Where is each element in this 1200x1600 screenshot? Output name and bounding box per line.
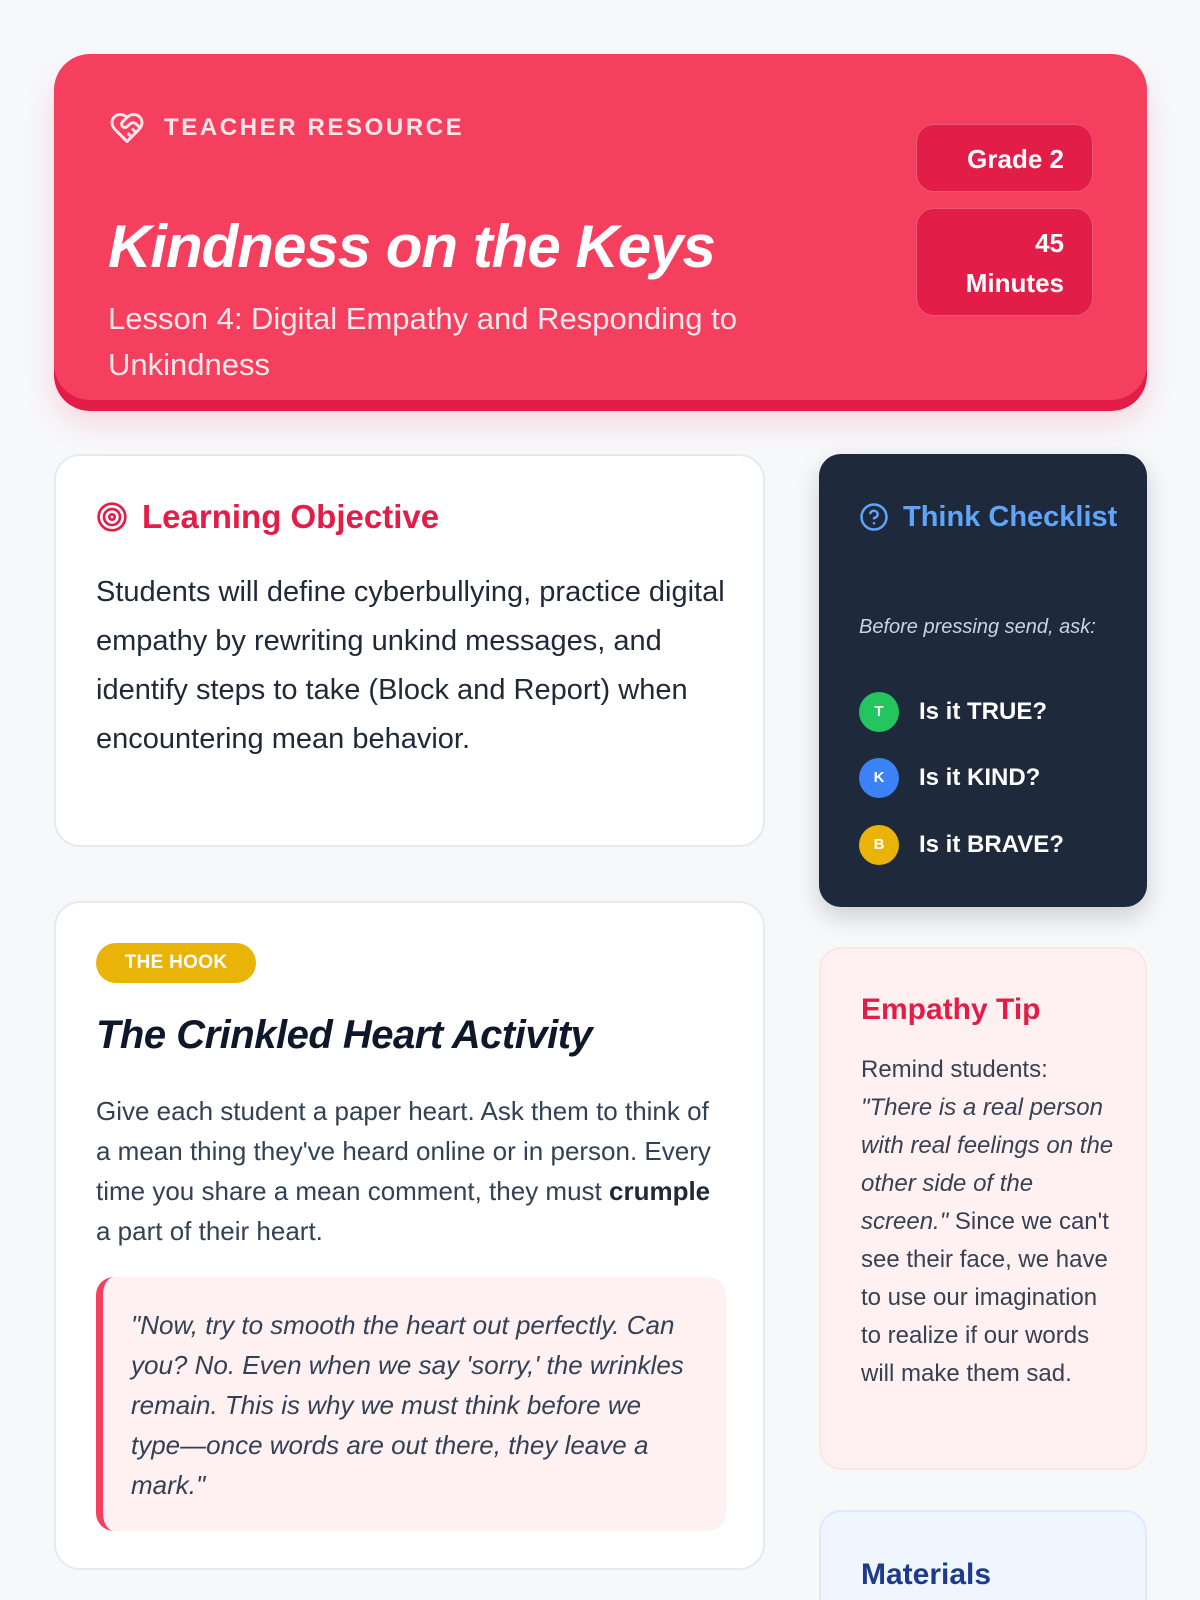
hook-text-before: Give each student a paper heart. Ask them to think of a mean thing they've heard online or in person. Every time you share a mean comment, they must — [96, 1096, 711, 1206]
hook-text-emphasis: crumple — [609, 1176, 711, 1206]
grade-label: Grade 2 — [967, 144, 1064, 174]
eyebrow-label: TEACHER RESOURCE — [164, 114, 465, 141]
question-circle-icon — [859, 502, 889, 532]
lesson-title: Kindness on the Keys — [108, 213, 715, 280]
tip-title: Empathy Tip — [861, 993, 1041, 1026]
duration-value: 45 — [1035, 228, 1064, 258]
heart-handshake-icon — [108, 110, 146, 146]
objective-title: Learning Objective — [142, 498, 440, 535]
objective-text: Students will define cyberbullying, practice digital empathy by rewriting unkind messages, and identify steps to take (Block and Report) when encountering mean behavior. — [96, 576, 725, 755]
checklist-title: Think Checklist — [903, 501, 1118, 533]
duration-unit: Minutes — [965, 268, 1064, 298]
learning-objective-card — [54, 454, 765, 847]
checklist-item-label: Is it BRAVE? — [919, 831, 1064, 858]
lesson-subtitle: Lesson 4: Digital Empathy and Responding to Unkindness — [108, 301, 738, 382]
hook-card — [54, 901, 765, 1570]
hook-text — [96, 1091, 726, 1251]
materials-card — [819, 1510, 1147, 1600]
target-icon — [96, 501, 128, 533]
objective-heading — [96, 498, 439, 536]
checklist-item-true — [859, 692, 1047, 732]
checklist-item-label: Is it KIND? — [919, 764, 1041, 791]
hook-text-after: a part of their heart. — [96, 1216, 323, 1246]
letter-badge: B — [859, 825, 899, 865]
grade-badge — [916, 124, 1093, 192]
letter-badge: T — [859, 692, 899, 732]
hook-quote: "Now, try to smooth the heart out perfectly. Can you? No. Even when we say 'sorry,' the wrinkles remain. This is why we must think before we type—once words are out there, they leave a mark." — [96, 1277, 726, 1531]
eyebrow — [108, 110, 464, 146]
duration-badge — [916, 208, 1093, 316]
hook-title: The Crinkled Heart Activity — [96, 1013, 593, 1057]
think-checklist-card — [819, 454, 1147, 907]
checklist-item-kind — [859, 758, 1040, 798]
materials-title: Materials — [861, 1558, 992, 1591]
checklist-item-label: Is it TRUE? — [919, 698, 1048, 725]
hook-badge: THE HOOK — [96, 943, 256, 983]
tip-text — [861, 1051, 1121, 1393]
lesson-header — [54, 54, 1147, 400]
checklist-subtitle: Before pressing send, ask: — [859, 616, 1096, 638]
checklist-heading — [859, 494, 1119, 540]
tip-lead: Remind students: — [861, 1056, 1048, 1083]
empathy-tip-card — [819, 947, 1147, 1470]
tip-quote: "There is a real person with real feelings on the other side of the screen." — [861, 1094, 1114, 1235]
letter-badge: K — [859, 758, 899, 798]
checklist-item-brave — [859, 825, 1064, 865]
tip-body: Since we can't see their face, we have to use our imagination to realize if our words will make them sad. — [861, 1208, 1109, 1387]
